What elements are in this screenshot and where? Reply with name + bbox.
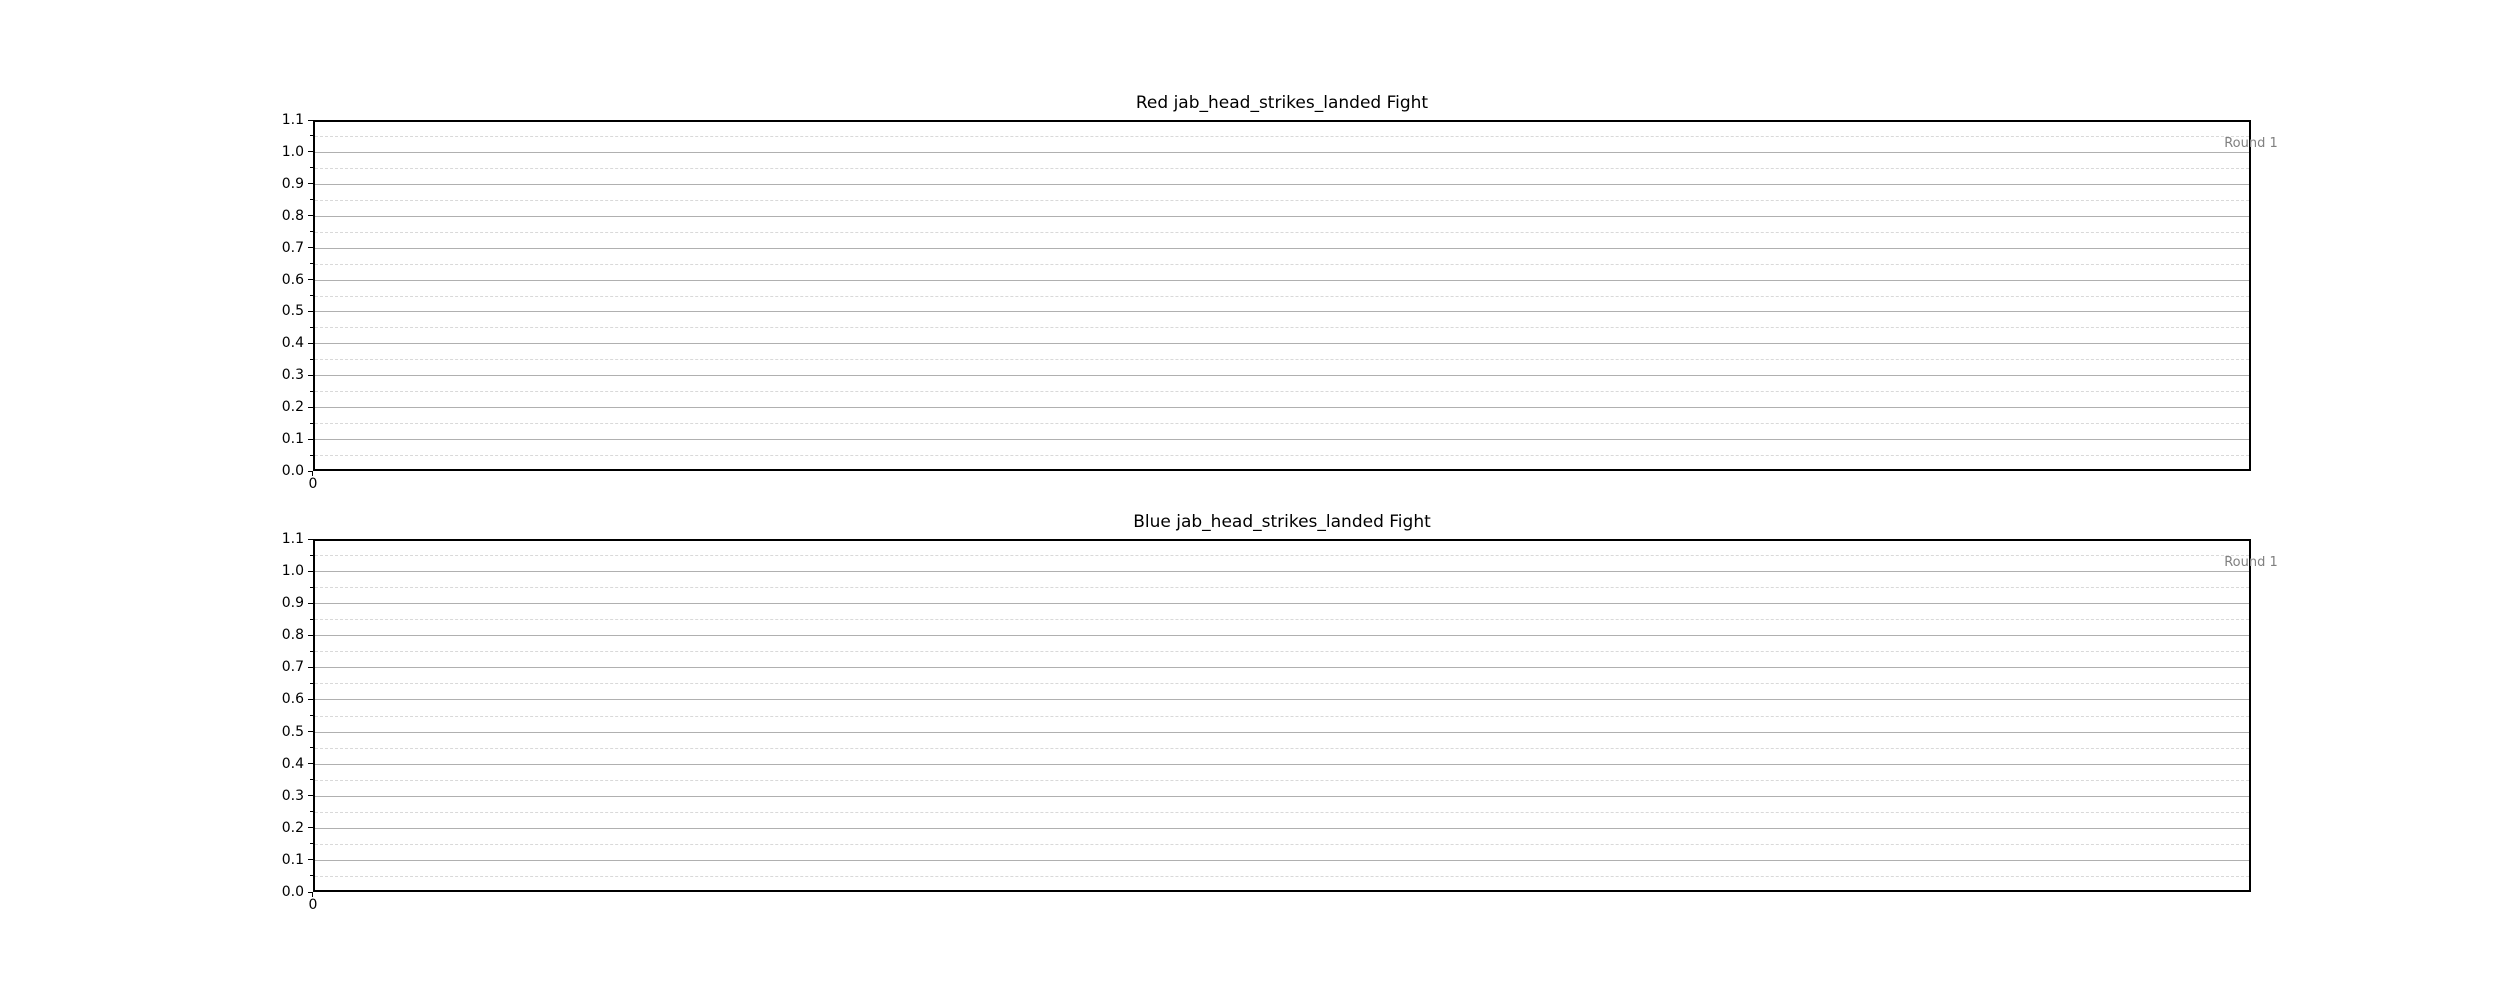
minor-gridline — [315, 844, 2249, 845]
y-tick-label: 0.0 — [281, 463, 304, 479]
major-gridline — [315, 828, 2249, 829]
major-gridline — [315, 764, 2249, 765]
y-tick-label: 0.6 — [281, 271, 304, 288]
chart-title: Blue jab_head_strikes_landed Fight — [1133, 512, 1431, 532]
y-tick-label: 1.0 — [281, 563, 304, 580]
y-tick-label: 0.8 — [281, 627, 304, 644]
minor-gridline — [315, 780, 2249, 781]
minor-gridline — [315, 587, 2249, 588]
major-gridline — [315, 860, 2249, 861]
y-minor-tick-mark — [310, 747, 313, 748]
x-tick-label: 0 — [308, 897, 318, 913]
y-minor-tick-mark — [310, 683, 313, 684]
y-minor-tick-mark — [310, 619, 313, 620]
minor-gridline — [315, 651, 2249, 652]
y-tick-mark — [308, 635, 313, 636]
major-gridline — [315, 667, 2249, 668]
y-tick-mark — [308, 795, 313, 796]
x-tick-label: 0 — [308, 476, 318, 492]
y-tick-label: 0.2 — [281, 819, 304, 836]
y-tick-label: 0.3 — [281, 367, 304, 384]
y-tick-label: 0.3 — [281, 787, 304, 804]
y-tick-label: 0.9 — [281, 595, 304, 612]
minor-gridline — [315, 812, 2249, 813]
major-gridline — [315, 732, 2249, 733]
major-gridline — [315, 796, 2249, 797]
major-gridline — [315, 699, 2249, 700]
y-tick-mark — [308, 699, 313, 700]
minor-gridline — [315, 619, 2249, 620]
y-minor-tick-mark — [310, 779, 313, 780]
y-tick-mark — [308, 603, 313, 604]
major-gridline — [315, 571, 2249, 572]
y-minor-tick-mark — [310, 587, 313, 588]
y-tick-label: 0.4 — [281, 335, 304, 352]
y-minor-tick-mark — [310, 843, 313, 844]
y-tick-label: 0.4 — [281, 755, 304, 772]
y-tick-mark — [308, 763, 313, 764]
minor-gridline — [315, 716, 2249, 717]
y-tick-label: 0.5 — [281, 723, 304, 740]
major-gridline — [315, 635, 2249, 636]
y-tick-mark — [308, 731, 313, 732]
minor-gridline — [315, 683, 2249, 684]
chart-title: Red jab_head_strikes_landed Fight — [1135, 93, 1429, 113]
y-tick-mark — [308, 859, 313, 860]
y-tick-mark — [308, 667, 313, 668]
round-annotation: Round 1 — [2224, 555, 2278, 570]
y-tick-label: 0.1 — [281, 431, 304, 448]
y-tick-mark — [308, 539, 313, 540]
y-tick-mark — [308, 571, 313, 572]
minor-gridline — [315, 555, 2249, 556]
minor-gridline — [315, 876, 2249, 877]
y-minor-tick-mark — [310, 715, 313, 716]
y-tick-label: 0.1 — [281, 851, 304, 868]
grid-layer — [315, 541, 2249, 890]
y-tick-label: 0.6 — [281, 691, 304, 708]
y-tick-label: 0.5 — [281, 303, 304, 320]
y-tick-label: 0.7 — [281, 659, 304, 676]
y-tick-label: 0.7 — [281, 239, 304, 256]
y-tick-label: 0.0 — [281, 884, 304, 900]
y-minor-tick-mark — [310, 651, 313, 652]
plot-area — [313, 539, 2251, 892]
y-tick-label: 1.1 — [281, 531, 304, 547]
y-tick-label: 1.0 — [281, 143, 304, 160]
y-tick-label: 1.1 — [281, 112, 304, 128]
y-minor-tick-mark — [310, 555, 313, 556]
y-tick-label: 0.9 — [281, 175, 304, 192]
y-tick-label: 0.8 — [281, 207, 304, 224]
y-minor-tick-mark — [310, 875, 313, 876]
round-annotation: Round 1 — [2224, 136, 2278, 151]
y-tick-label: 0.2 — [281, 399, 304, 416]
y-minor-tick-mark — [310, 811, 313, 812]
y-tick-mark — [308, 827, 313, 828]
minor-gridline — [315, 748, 2249, 749]
major-gridline — [315, 603, 2249, 604]
